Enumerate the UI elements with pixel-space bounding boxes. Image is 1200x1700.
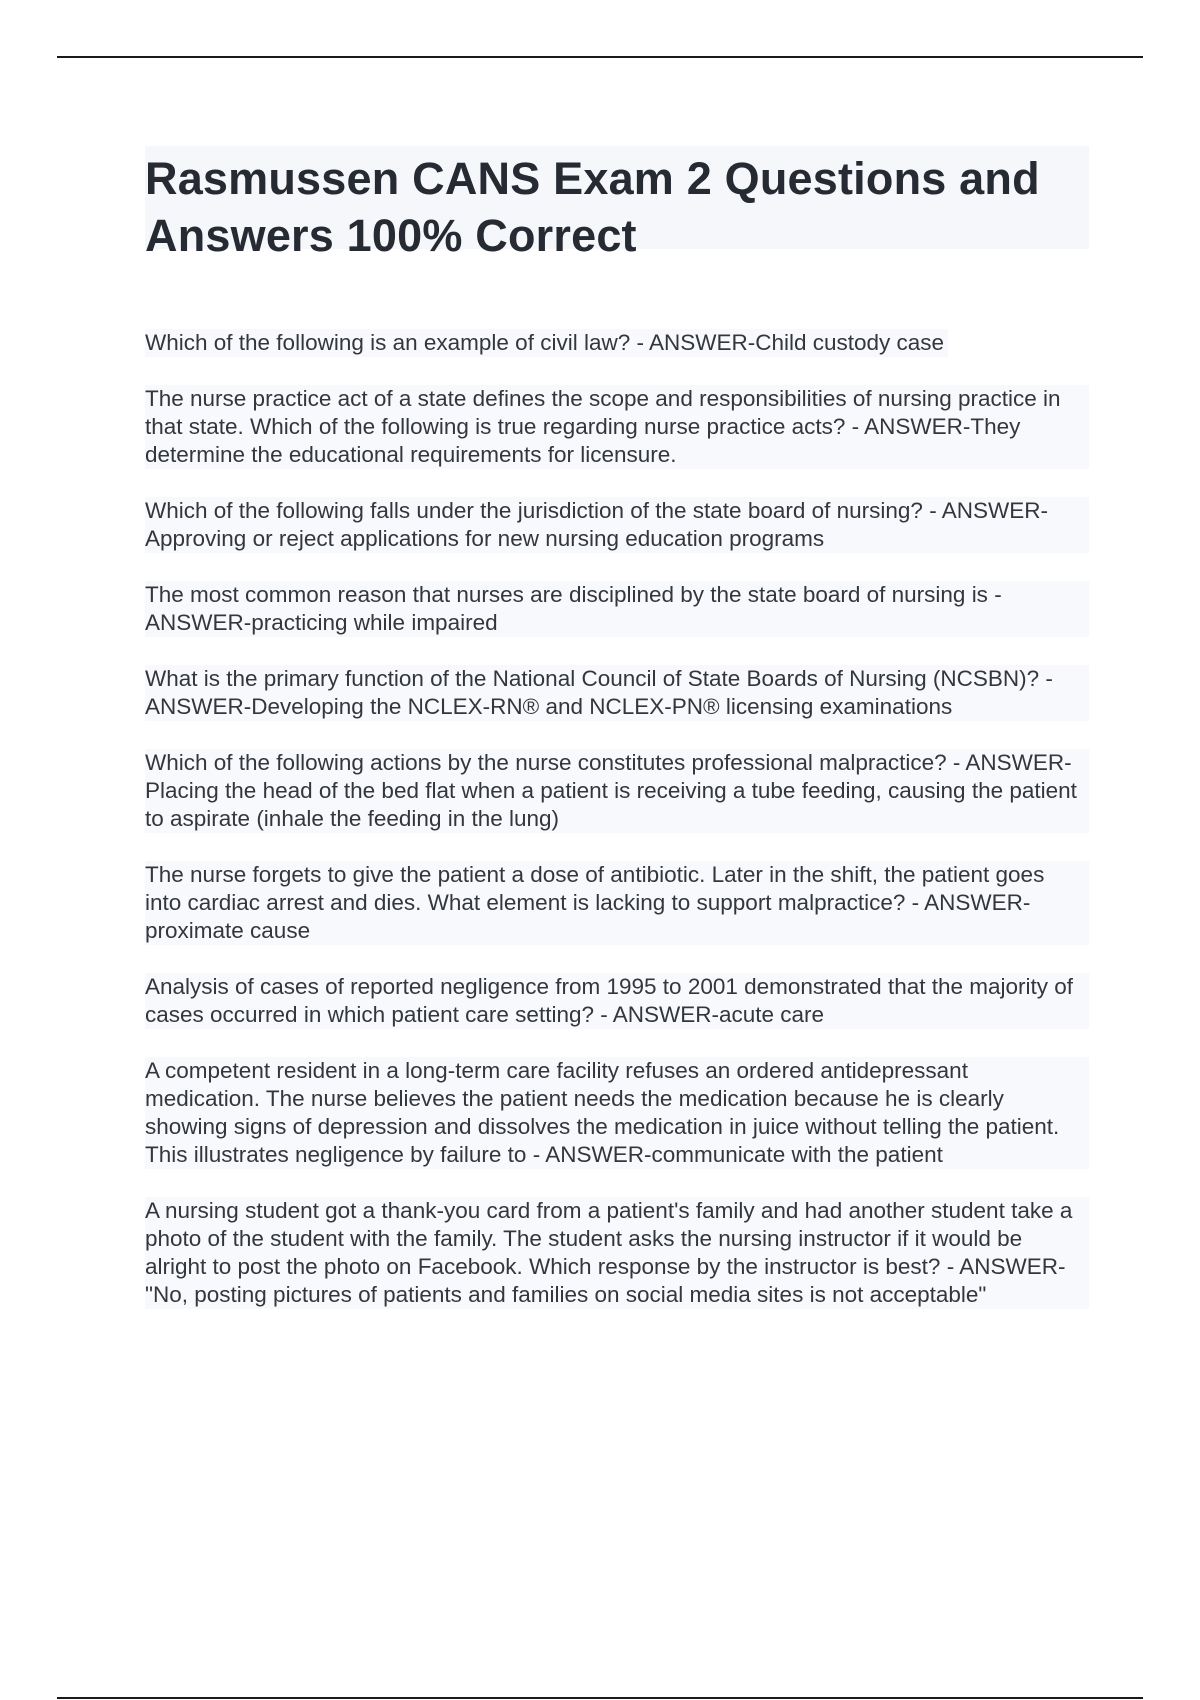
qa-item: Which of the following falls under the jurisdiction of the state board of nursing? - ANSWER-Approving or reject applications for new nursing education programs	[145, 497, 1089, 553]
qa-item: A competent resident in a long-term care facility refuses an ordered antidepressant medication. The nurse believes the patient needs the medication because he is clearly showing signs of depression and dissolves the medication in juice without telling the patient. This illustrates negligence by failure to - ANSWER-communicate with the patient	[145, 1057, 1089, 1169]
title-block	[145, 146, 1089, 261]
qa-item: Which of the following is an example of civil law? - ANSWER-Child custody case	[145, 329, 948, 357]
qa-item: What is the primary function of the National Council of State Boards of Nursing (NCSBN)? - ANSWER-Developing the NCLEX-RN® and NCLEX-PN® licensing examinations	[145, 665, 1089, 721]
qa-item: A nursing student got a thank-you card from a patient's family and had another student take a photo of the student with the family. The student asks the nursing instructor if it would be alright to post the photo on Facebook. Which response by the instructor is best? - ANSWER-"No, posting pictures of patients and families on social media sites is not acceptable"	[145, 1197, 1089, 1309]
qa-item: The most common reason that nurses are disciplined by the state board of nursing is - ANSWER-practicing while impaired	[145, 581, 1089, 637]
page-title: Rasmussen CANS Exam 2 Questions and Answers 100% Correct	[145, 153, 1040, 261]
qa-item: Analysis of cases of reported negligence from 1995 to 2001 demonstrated that the majority of cases occurred in which patient care setting? - ANSWER-acute care	[145, 973, 1089, 1029]
qa-item: The nurse practice act of a state defines the scope and responsibilities of nursing practice in that state. Which of the following is true regarding nurse practice acts? - ANSWER-They determine the educational requirements for licensure.	[145, 385, 1089, 469]
document-body	[145, 146, 1089, 1337]
qa-list	[145, 329, 1089, 1337]
qa-item: The nurse forgets to give the patient a dose of antibiotic. Later in the shift, the patient goes into cardiac arrest and dies. What element is lacking to support malpractice? - ANSWER-proximate cause	[145, 861, 1089, 945]
header-rule	[57, 56, 1143, 58]
qa-item: Which of the following actions by the nurse constitutes professional malpractice? - ANSWER-Placing the head of the bed flat when a patient is receiving a tube feeding, causing the patient to aspirate (inhale the feeding in the lung)	[145, 749, 1089, 833]
footer-rule	[57, 1697, 1143, 1699]
